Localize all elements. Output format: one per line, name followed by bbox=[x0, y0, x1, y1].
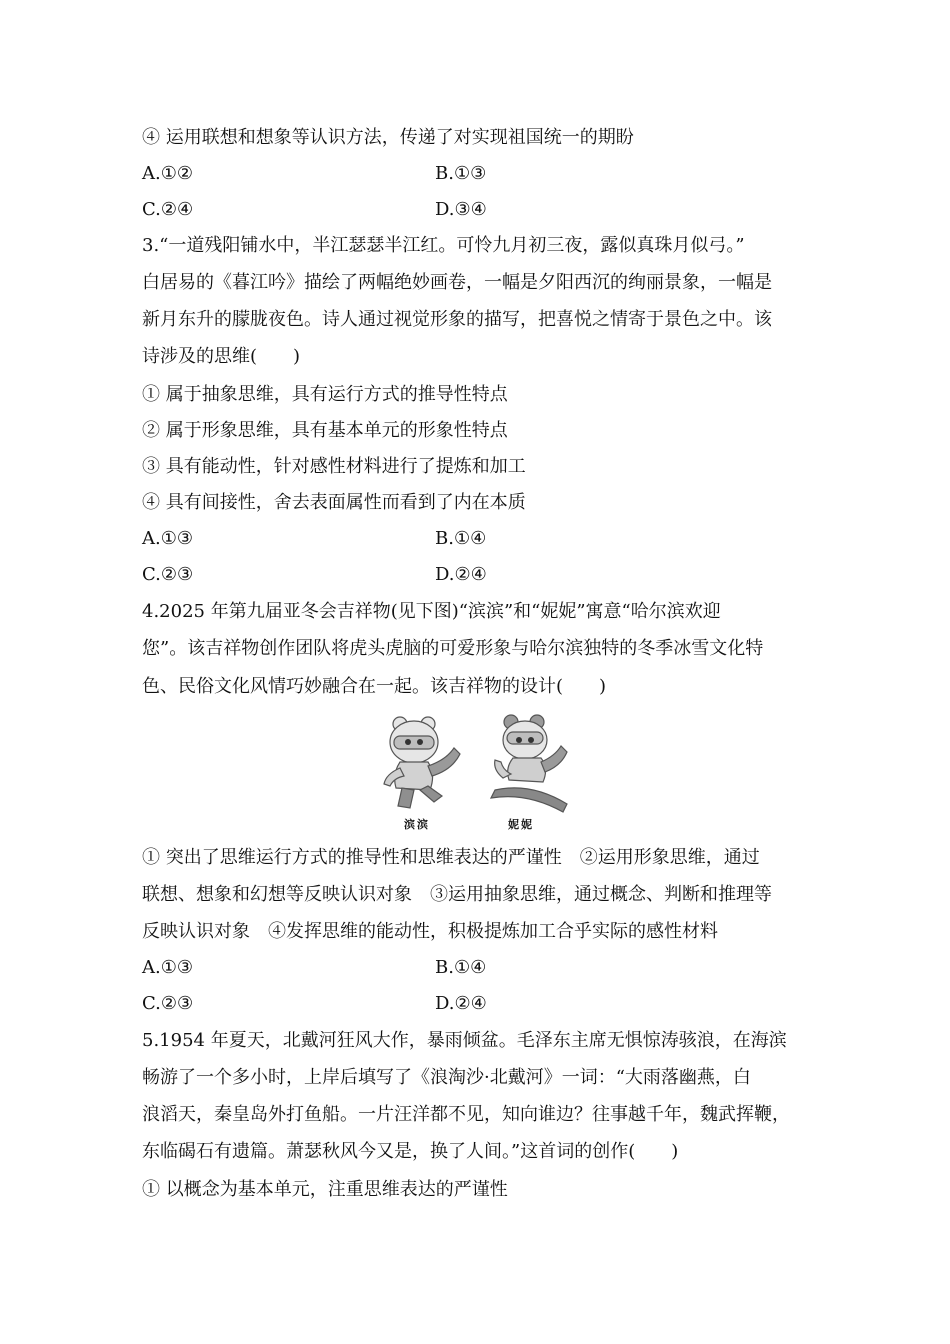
q2-option-b: B.①③ bbox=[435, 163, 487, 184]
q5-stem-line-2: 畅游了一个多小时，上岸后填写了《浪淘沙·北戴河》一词：“大雨落幽燕，白 bbox=[142, 1067, 751, 1088]
q3-item-2: ② 属于形象思维，具有基本单元的形象性特点 bbox=[142, 420, 508, 441]
q5-stem-line-4: 东临碣石有遗篇。萧瑟秋风今又是，换了人间。”这首词的创作( ) bbox=[142, 1141, 679, 1162]
q3-option-a: A.①③ bbox=[142, 528, 193, 549]
q3-option-c: C.②③ bbox=[142, 564, 194, 585]
binbin-mascot-image bbox=[380, 712, 475, 814]
nini-mascot-image bbox=[485, 712, 580, 814]
mascot-figure bbox=[380, 712, 580, 834]
q4-items-line-2: 联想、想象和幻想等反映认识对象 ③运用抽象思维，通过概念、判断和推理等 bbox=[142, 884, 772, 905]
q3-item-4: ④ 具有间接性，舍去表面属性而看到了内在本质 bbox=[142, 492, 526, 513]
q2-option-d: D.③④ bbox=[435, 199, 487, 220]
q4-stem-line-1: 4.2025 年第九届亚冬会吉祥物(见下图)“滨滨”和“妮妮”寓意“哈尔滨欢迎 bbox=[142, 601, 721, 622]
q3-stem-line-3: 新月东升的朦胧夜色。诗人通过视觉形象的描写，把喜悦之情寄于景色之中。该 bbox=[142, 309, 772, 330]
q4-option-b: B.①④ bbox=[435, 957, 487, 978]
q3-option-d: D.②④ bbox=[435, 564, 487, 585]
q3-option-b: B.①④ bbox=[435, 528, 487, 549]
q4-option-a: A.①③ bbox=[142, 957, 193, 978]
q4-stem-line-3: 色、民俗文化风情巧妙融合在一起。该吉祥物的设计( ) bbox=[142, 676, 607, 697]
q5-stem-line-3: 浪滔天，秦皇岛外打鱼船。一片汪洋都不见，知向谁边？往事越千年，魏武挥鞭， bbox=[142, 1104, 790, 1125]
caption-nini: 妮妮 bbox=[508, 818, 534, 831]
q3-stem-line-1: 3.“一道残阳铺水中，半江瑟瑟半江红。可怜九月初三夜，露似真珠月似弓。” bbox=[142, 235, 745, 256]
q4-items-line-1: ① 突出了思维运行方式的推导性和思维表达的严谨性 ②运用形象思维，通过 bbox=[142, 847, 760, 868]
q4-stem-line-2: 您”。该吉祥物创作团队将虎头虎脑的可爱形象与哈尔滨独特的冬季冰雪文化特 bbox=[142, 638, 764, 659]
q2-option-a: A.①② bbox=[142, 163, 193, 184]
q4-option-c: C.②③ bbox=[142, 993, 194, 1014]
q2-option-c: C.②④ bbox=[142, 199, 194, 220]
caption-binbin: 滨滨 bbox=[404, 818, 430, 831]
q3-item-3: ③ 具有能动性，针对感性材料进行了提炼和加工 bbox=[142, 456, 526, 477]
q3-item-1: ① 属于抽象思维，具有运行方式的推导性特点 bbox=[142, 384, 508, 405]
q3-stem-line-4: 诗涉及的思维( ) bbox=[142, 346, 301, 367]
q5-stem-line-1: 5.1954 年夏天，北戴河狂风大作，暴雨倾盆。毛泽东主席无惧惊涛骇浪，在海滨 bbox=[142, 1030, 787, 1051]
q4-items-line-3: 反映认识对象 ④发挥思维的能动性，积极提炼加工合乎实际的感性材料 bbox=[142, 921, 718, 942]
q4-option-d: D.②④ bbox=[435, 993, 487, 1014]
q2-item-4: ④ 运用联想和想象等认识方法，传递了对实现祖国统一的期盼 bbox=[142, 127, 634, 148]
q3-stem-line-2: 白居易的《暮江吟》描绘了两幅绝妙画卷，一幅是夕阳西沉的绚丽景象，一幅是 bbox=[142, 272, 772, 293]
q5-item-1: ① 以概念为基本单元，注重思维表达的严谨性 bbox=[142, 1179, 508, 1200]
